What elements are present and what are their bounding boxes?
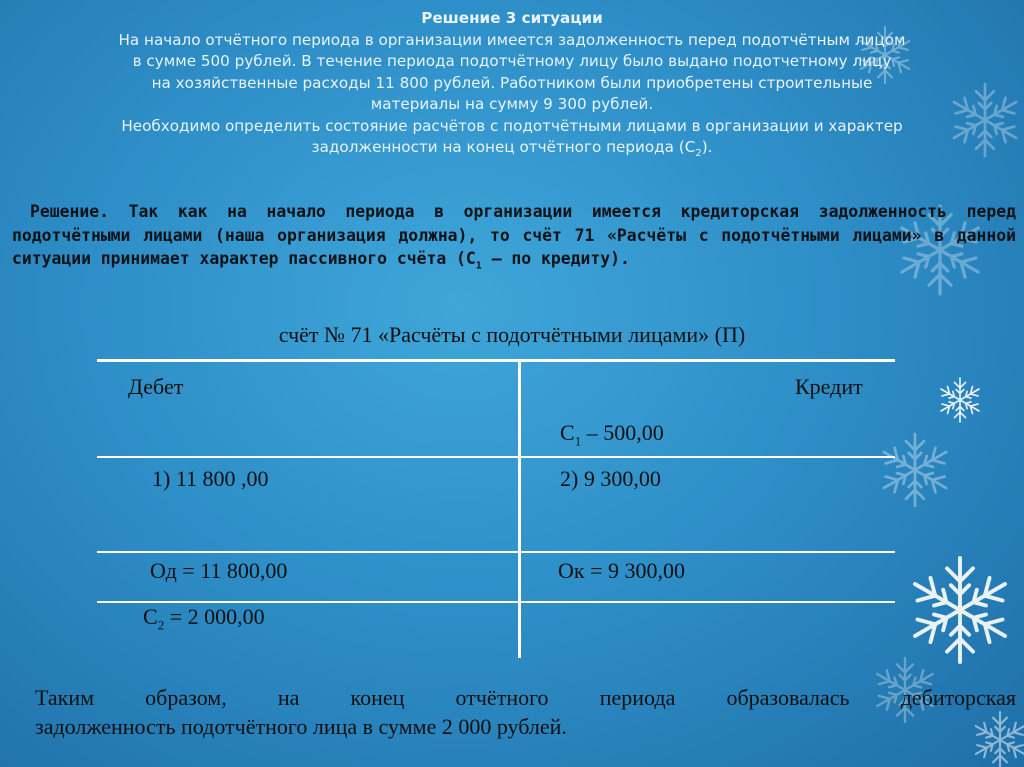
account-title: счёт № 71 «Расчёты с подотчётными лицами» (П)	[278, 322, 746, 347]
task-line-2: в сумме 500 рублей. В течение периода подотчётному лицу было выдано подотчетному лицу	[132, 52, 892, 70]
debit-turnover: Од = 11 800,00	[150, 558, 288, 583]
t-account-line-3	[97, 551, 895, 553]
t-account-line-4	[97, 601, 895, 603]
task-line-1: На начало отчётного периода в организации имеется задолженность перед подотчётным лицом	[118, 30, 906, 49]
task-line-5: Необходимо определить состояние расчётов с подотчётными лицами в организации и характер	[121, 116, 903, 135]
task-title: Решение 3 ситуации	[421, 9, 603, 27]
credit-entry: 2) 9 300,00	[560, 466, 661, 491]
credit-label: Кредит	[795, 374, 863, 399]
debit-label: Дебет	[128, 374, 184, 399]
closing-balance: $С_2 = 2$ 000,00	[143, 604, 265, 633]
credit-turnover: Ок = 9 300,00	[558, 558, 685, 583]
conclusion-line-2: задолженность подотчётного лица в сумме 2 000 рублей.	[35, 714, 567, 739]
debit-entry: 1) 11 800 ,00	[152, 466, 269, 491]
task-line-6: задолженности на конец отчётного периода $(С_2)$.	[311, 138, 713, 160]
task-line-3: на хозяйственные расходы 11 800 рублей. Работником были приобретены строительные	[151, 73, 873, 92]
task-statement	[0, 8, 1024, 165]
solution-paragraph: Решение. Так как на начало периода в организации имеется кредиторская задолженность перед подотчётными лицами (наша организация должна), то счёт 71 «Расчёты с подотчётными лицами» в данной ситуации принимает характер пассивного счёта ($С_1$ – по кредиту).	[12, 202, 1016, 272]
t-account-vertical-line	[518, 360, 521, 658]
conclusion-line-1: Таким образом, на конец отчётного периода образовалась дебиторская	[35, 685, 1016, 710]
conclusion-paragraph	[35, 683, 1016, 741]
task-line-4: материалы на сумму 9 300 рублей.	[370, 95, 654, 113]
t-account-line-2	[97, 456, 895, 458]
t-account-top-line	[97, 359, 895, 362]
opening-balance: $С_1 - 500,00$	[560, 420, 664, 449]
